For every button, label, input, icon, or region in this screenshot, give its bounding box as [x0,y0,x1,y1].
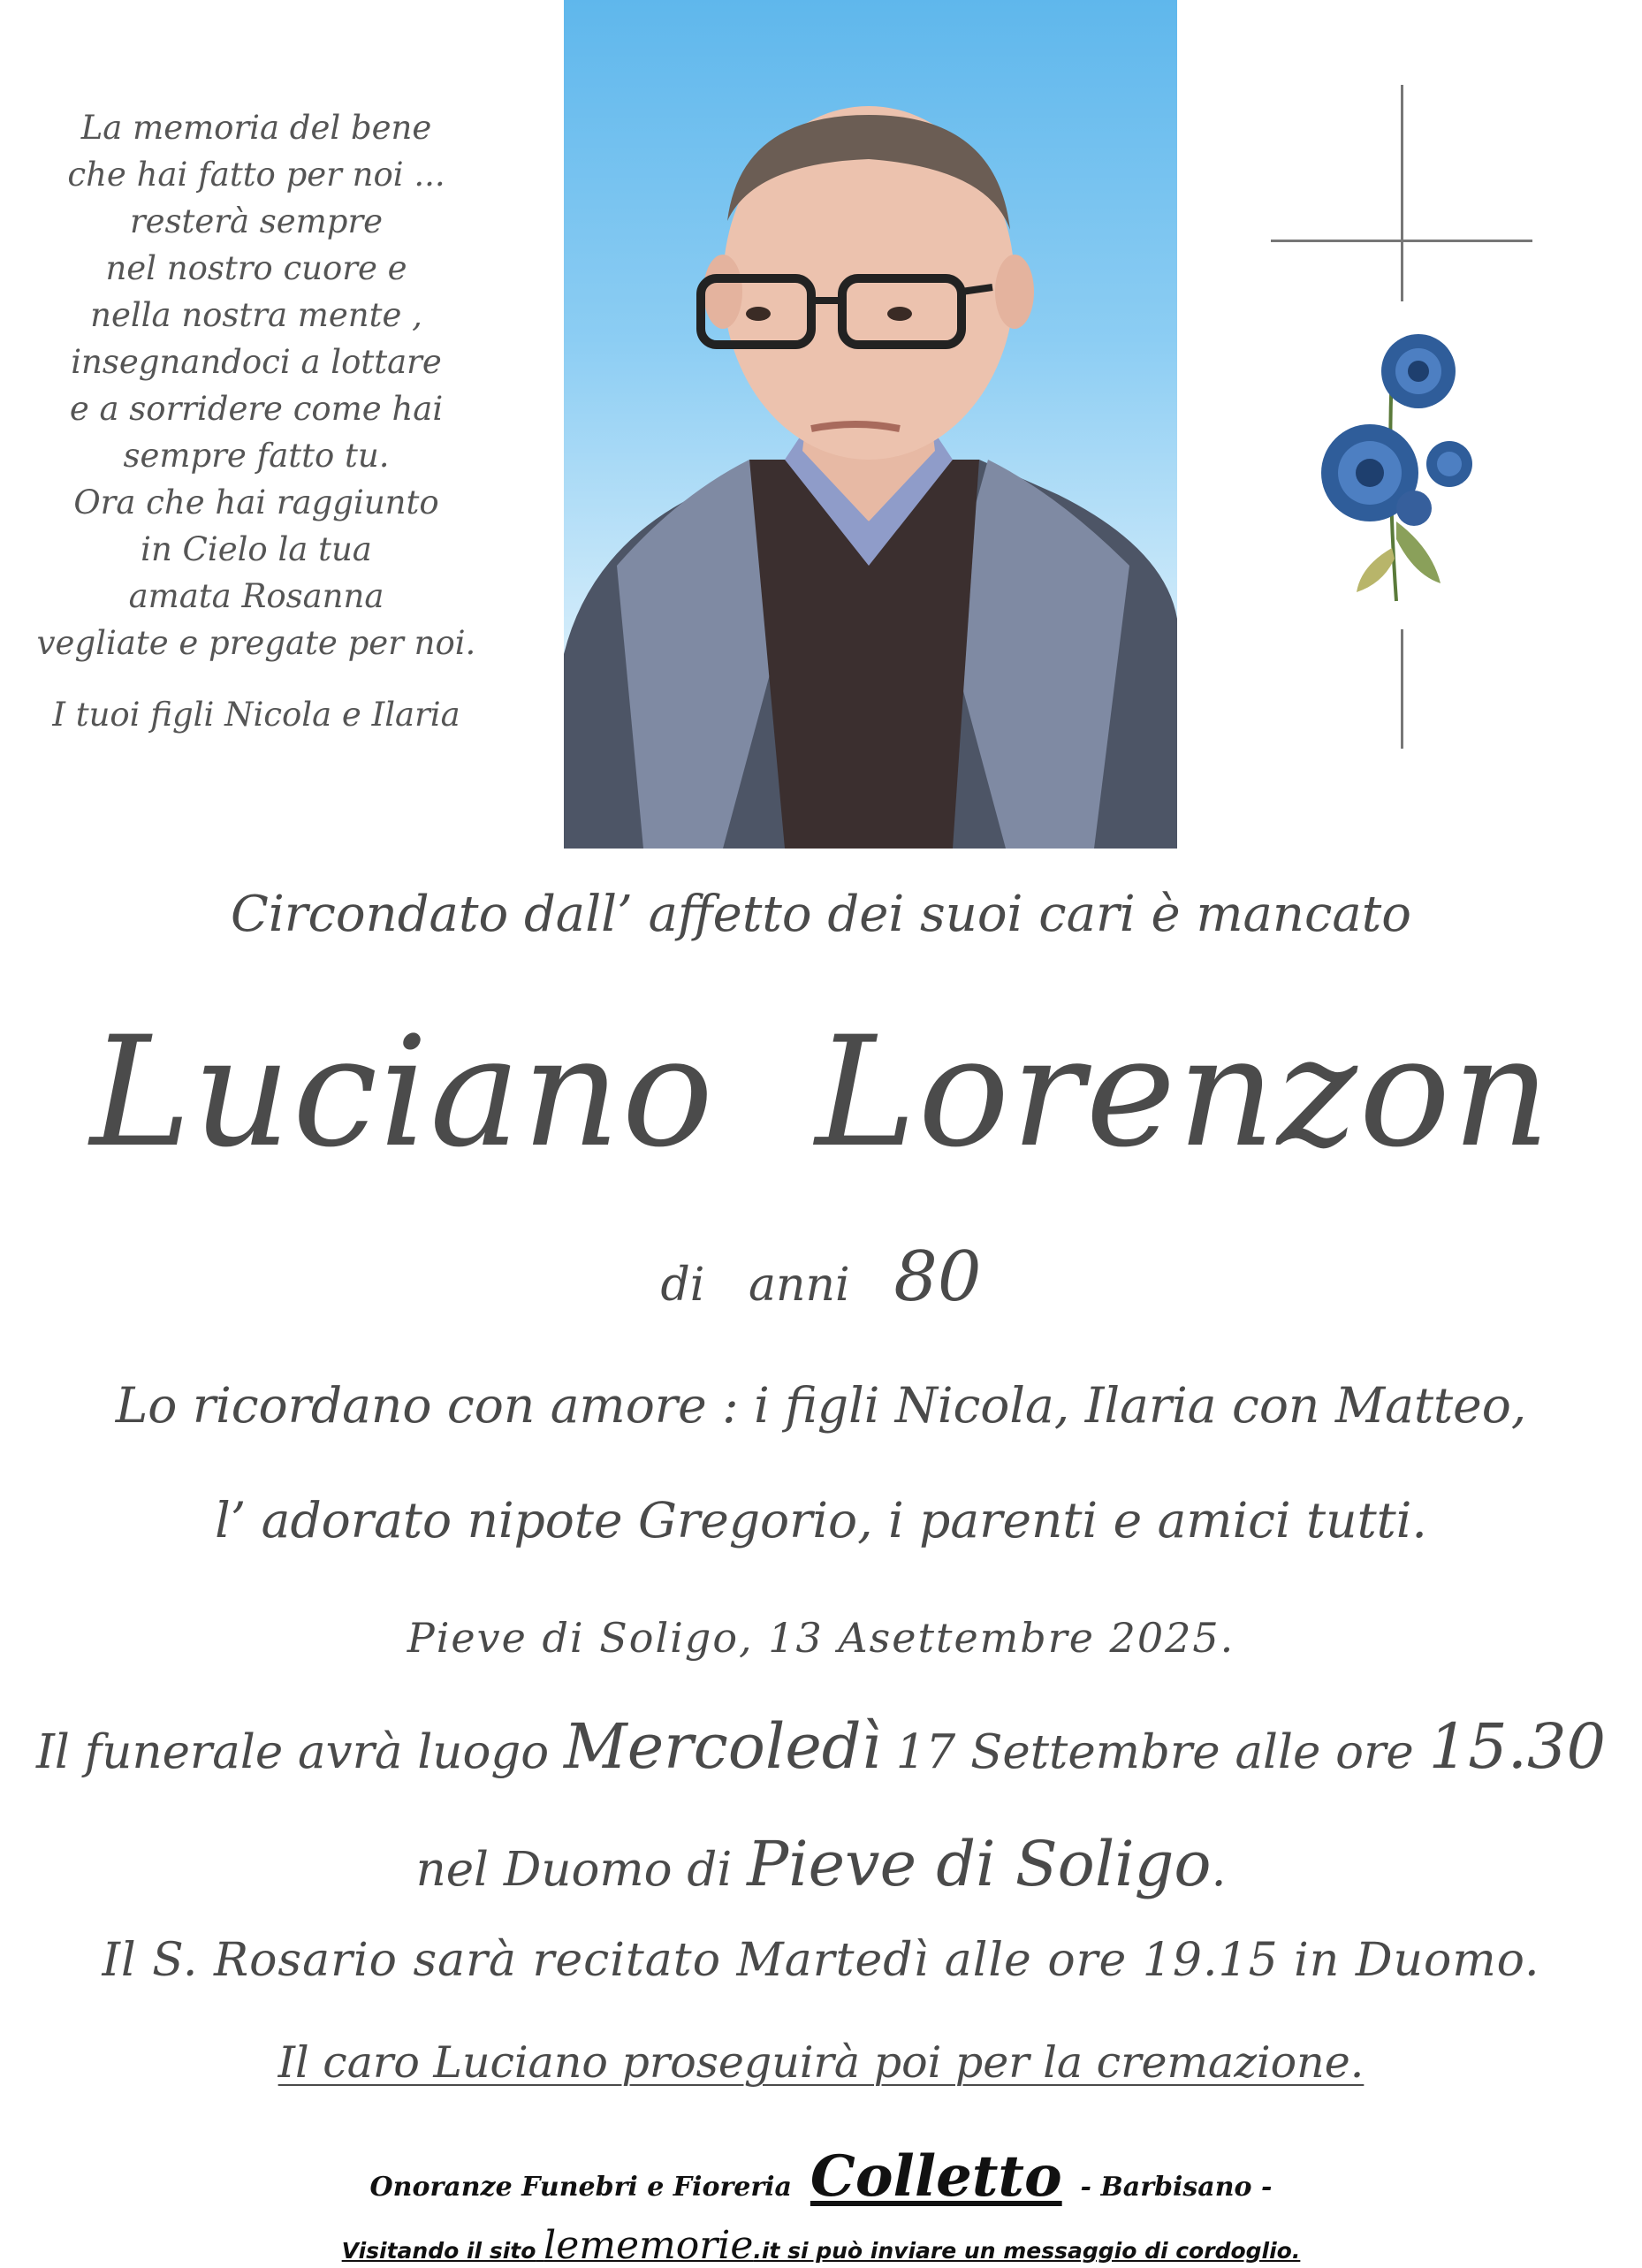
poem-line: e a sorridere come hai [69,390,444,428]
website-suffix: .it si può inviare un messaggio di cordoglio. [753,2238,1301,2264]
cross-lower-vertical [1401,629,1403,749]
funeral-line [0,1710,1642,1783]
blue-roses-icon [1308,318,1476,619]
poem-line: resterà sempre [129,202,384,240]
agency-suffix: - Barbisano - [1080,2172,1273,2203]
funeral-time: 15.30 [1428,1710,1607,1783]
age-word: anni [749,1259,850,1312]
website-prefix: Visitando il sito [341,2238,536,2264]
portrait-illustration [564,0,1177,849]
location-text: nel Duomo di [415,1843,748,1897]
cross-horizontal [1271,240,1532,242]
location-end: . [1211,1843,1227,1897]
family-line-2: l’ adorato nipote Gregorio, i parenti e amici tutti. [215,1492,1427,1549]
deceased-name [0,1003,1642,1181]
poem-line: che hai fatto per noi ... [67,156,445,194]
last-name: Lorenzon [815,1003,1553,1181]
funeral-day: Mercoledì [564,1710,881,1783]
poem-line: nella nostra mente , [90,296,422,334]
poem-line: Ora che hai raggiunto [73,483,439,521]
funeral-date-text: 17 Settembre alle ore [880,1725,1429,1779]
family-line-1: Lo ricordano con amore : i figli Nicola, Ilaria con Matteo, [115,1377,1527,1434]
funeral-location-line [0,1828,1642,1900]
place-date: Pieve di Soligo, 13 Asettembre 2025. [407,1614,1235,1662]
poem-line: sempre fatto tu. [123,437,390,475]
poem-line: amata Rosanna [128,577,384,615]
website-line [0,2223,1642,2268]
poem-line: vegliate e pregate per noi. [36,624,476,662]
agency-prefix: Onoranze Funebri e Fioreria [369,2172,792,2203]
poem-line: nel nostro cuore e [105,249,407,287]
intro-line: Circondato dall’ affetto dei suoi cari è mancato [231,886,1411,943]
first-name: Luciano [89,1003,716,1181]
funeral-place: Pieve di Soligo [747,1828,1212,1900]
cross-upper-vertical [1401,85,1403,301]
portrait-photo [564,0,1177,849]
rosary-line: Il S. Rosario sarà recitato Martedì alle ore 19.15 in Duomo. [102,1934,1540,1987]
poem-signature: I tuoi figli Nicola e Ilaria [52,696,460,734]
poem-line: La memoria del bene [80,109,432,147]
poem-line: insegnandoci a lottare [71,343,442,381]
cremation-line: Il caro Luciano proseguirà poi per la cremazione. [277,2037,1365,2088]
poem [35,104,477,738]
age-prefix: di [660,1259,705,1312]
agency-line [0,2143,1642,2210]
age-line [0,1237,1642,1317]
funeral-text: Il funerale avrà luogo [35,1725,565,1779]
agency-brand: Colletto [810,2143,1062,2210]
website-link[interactable]: lememorie [544,2223,754,2268]
poem-line: in Cielo la tua [141,530,372,568]
age-value: 80 [893,1237,982,1317]
